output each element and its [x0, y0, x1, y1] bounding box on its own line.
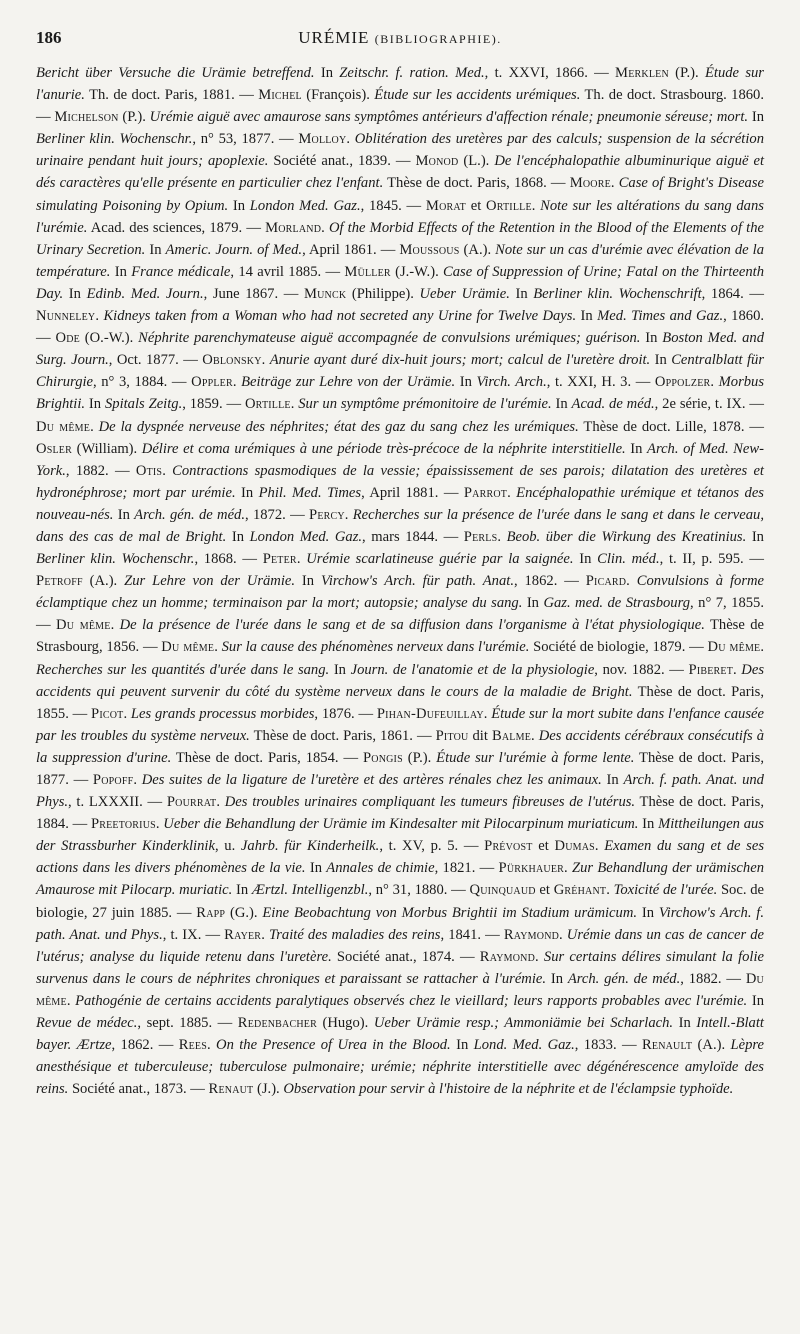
title-run: Edinb. Med. Journ. [86, 285, 204, 302]
text-run: In [232, 882, 252, 899]
text-run: Thèse de doct. Paris, 1877. — [36, 749, 765, 788]
author-name: Oppler [191, 374, 233, 391]
title-run: Traité des maladies des reins [268, 926, 441, 943]
text-run: . [214, 639, 222, 656]
text-run: In [601, 772, 624, 788]
author-name: Raymond [503, 926, 560, 943]
page-number: 186 [36, 28, 62, 47]
title-run: De la dyspnée nerveuse des néphrites; état des gaz du sang chez les urémiques. [98, 418, 579, 435]
title-run: Virch. Arch. [476, 374, 547, 391]
text-run: (William). [72, 440, 142, 457]
title-run: Des accidents cérébraux consécutifs à la suppression d'urine. [36, 727, 765, 766]
text-run: Thèse de doct. Paris, 1855. — [36, 683, 765, 722]
text-run: . [207, 1037, 217, 1054]
author-name: Merklen [615, 65, 669, 81]
text-run: . [162, 462, 173, 479]
text-run: , 1868. — [194, 551, 263, 568]
text-run: . [90, 418, 99, 435]
text-run: . [261, 352, 270, 369]
title-run: Note sur les altérations du sang dans l'urémie. [36, 197, 764, 236]
text-run: (J.-W.). [390, 263, 444, 280]
title-run: Sur certains délires simulant la folie survenus dans le cours de néphrites chroniques et paraissant se rattacher à l'urémie. [36, 948, 765, 987]
author-name: Du même [56, 617, 111, 634]
title-run: Zur Lehre von der Urämie. [124, 573, 296, 590]
title-run: On the Presence of Urea in the Blood. [216, 1037, 451, 1054]
title-run: Spitals Zeitg. [104, 396, 183, 413]
title-run: Of the Morbid Effects of the Retention in the Blood of the Elements of the Urinary Secretion. [36, 219, 765, 258]
title-run: Encéphalopathie urémique et tétanos des nouveau-nés. [36, 484, 764, 523]
text-run: (A.). [692, 1037, 731, 1054]
text-run: , n° 3, 1884. — [93, 374, 192, 391]
text-run: (François). [301, 87, 375, 104]
text-run: , April 1881. — [361, 484, 464, 501]
text-run: , 14 avril 1885. — [230, 263, 345, 280]
text-run: Société anat., 1839. — [268, 153, 416, 170]
title-run: Journ. de l'anatomie et de la physiologie [350, 661, 595, 678]
text-run: Acad. des sciences, 1879. — [87, 219, 266, 236]
text-run: , April 1861. — [302, 241, 400, 258]
text-run: In [450, 1037, 474, 1054]
title-run: Urémie aiguë avec amaurose sans symptômes antérieurs d'affection rénale; pneumonie séreuse; mort. [149, 109, 749, 126]
title-run: Urémie scarlatineuse guérie par la saignée. [306, 551, 574, 568]
author-name: Du même [36, 970, 764, 1009]
title-run: London Med. Gaz. [249, 528, 363, 545]
author-name: Molloy [298, 131, 347, 148]
author-name: Pongis [362, 749, 403, 766]
title-run: Virchow's Arch. f. path. Anat. und Phys. [36, 904, 764, 943]
title-run: Mittheilungen aus der Strassburher Kinderklinik [36, 816, 764, 855]
title-run: Des accidents qui peuvent survenir du côté du système nerveux dans le cours de la maladie de Bright. [36, 661, 764, 700]
text-run: (L.). [458, 153, 495, 170]
text-run: et [465, 197, 486, 214]
author-name: Du même [161, 639, 215, 656]
text-run: In [637, 904, 659, 921]
author-name: Pürkhauer [498, 860, 565, 877]
text-run: , u. [214, 838, 241, 855]
title-run: Zur Behandlung der urämischen Amaurose mit Pilocarp. muriatic. [36, 860, 764, 899]
author-name: Osler [36, 440, 72, 457]
title-run: De la présence de l'urée dans le sang et de sa diffusion dans l'organisme à l'état physiologique. [119, 617, 705, 634]
text-run: , 1862. — [513, 573, 586, 590]
title-run: Recherches sur les quantités d'urée dans le sang. [36, 661, 330, 678]
author-name: Redenbacher [237, 1015, 317, 1032]
text-run: In [145, 241, 166, 258]
text-run: . [296, 551, 307, 568]
author-name: Rapp [196, 904, 226, 921]
title-run: Americ. Journ. of Med. [165, 241, 303, 258]
title-run: Étude sur l'urémie à forme lente. [436, 749, 635, 766]
text-run: (G.). [225, 904, 263, 921]
title-run: Étude sur la mort subite dans l'enfance causée par les troubles du système nerveux. [36, 705, 764, 744]
text-run: , t. XV, p. 5. — [379, 838, 485, 855]
title-run: Les grands processus morbides [130, 705, 315, 722]
text-run: . [155, 816, 164, 833]
text-run: , 1841. — [440, 926, 504, 943]
text-run: Société anat., 1873. — [68, 1081, 209, 1098]
text-run: (O.-W.). [79, 330, 139, 347]
text-run: In [85, 396, 105, 413]
text-run: . [507, 484, 517, 501]
text-run: . [594, 838, 605, 855]
title-run: Contractions spasmodiques de la vessie; épaississement de ses parois; dilatation des uretères et hydronéphrose; mort par urémie. [36, 462, 764, 501]
text-run: In [673, 1015, 697, 1032]
text-run: , 1821. — [434, 860, 499, 877]
text-run: . [123, 705, 131, 722]
bibliography-text [36, 62, 764, 1100]
text-run: , mars 1844. — [362, 528, 464, 545]
text-run: . [133, 772, 142, 788]
text-run: . [232, 374, 242, 391]
text-run: Thèse de doct. Paris, 1861. — [249, 727, 436, 744]
author-name: Michel [258, 87, 302, 104]
text-run: Société de biologie, 1879. — [529, 639, 708, 656]
author-name: Oblonsky [202, 352, 262, 369]
text-run: , n° 31, 1880. — [368, 882, 470, 899]
author-name: Renault [641, 1037, 693, 1054]
text-run: , 1872. — [245, 506, 309, 523]
title-run: Acad. de méd. [571, 396, 655, 413]
author-name: Preetorius [90, 816, 156, 833]
title-run: Note sur un cas d'urémie avec élévation de la température. [36, 241, 765, 280]
text-run: , n° 53, 1877. — [192, 131, 299, 148]
text-run: Soc. de biologie, 27 juin 1885. — [36, 882, 764, 921]
text-run: , t. II, p. 595. — [659, 551, 765, 568]
author-name: Prévost [484, 838, 533, 855]
text-run: In [113, 506, 135, 523]
text-run: . [497, 528, 507, 545]
author-name: Raymond [479, 948, 536, 965]
text-run: . [110, 617, 120, 634]
title-run: De l'encéphalopathie albuminurique aiguë et dés caractères qu'elle présente en particulier chez l'enfant. [36, 153, 764, 192]
author-name: Pitou [435, 727, 469, 744]
author-name: Otis [135, 462, 163, 479]
author-name: Moussous [399, 241, 460, 258]
text-run: . [531, 197, 541, 214]
text-run: In [747, 992, 765, 1009]
text-run: , 2e série, t. IX. — [654, 396, 764, 413]
author-name: Pihan-Dufeuillay [376, 705, 484, 722]
text-run: (A.). [82, 573, 125, 590]
text-run: In [546, 970, 568, 987]
text-run: , Oct. 1877. — [108, 352, 203, 369]
title-run: Étude sur les accidents urémiques. [374, 87, 581, 104]
text-run: Thèse de Strasbourg, 1856. — [36, 617, 764, 656]
author-name: Michelson [54, 109, 119, 126]
text-run: . [66, 992, 76, 1009]
text-run: . [344, 506, 353, 523]
author-name: Picard [585, 573, 627, 590]
text-run: In [625, 440, 648, 457]
text-run: (P.). [402, 749, 437, 766]
author-name: Du même [707, 639, 761, 656]
text-run: In [228, 197, 250, 214]
text-run: , 1833. — [574, 1037, 642, 1054]
text-run: . [290, 396, 299, 413]
text-run: et [535, 882, 554, 899]
title-run: Recherches sur la présence de l'urée dans le sang et dans le cerveau, dans des cas de mal de Bright. [36, 506, 764, 545]
title-run: London Med. Gaz. [249, 197, 361, 214]
title-run: Urémie dans un cas de cancer de l'utérus; analyse du liquide retenu dans l'uretère. [36, 926, 765, 965]
text-run: (Hugo). [316, 1015, 374, 1032]
author-name: Quinquaud [469, 882, 536, 899]
text-run: In [226, 528, 250, 545]
author-name: Petroff [36, 573, 83, 590]
author-name: Müller [344, 263, 391, 280]
text-run: , 1845. — [360, 197, 426, 214]
text-run: In [63, 285, 87, 302]
title-run: Des suites de la ligature de l'uretère et des artères rénales chez les animaux. [141, 772, 602, 788]
author-name: Munck [303, 285, 347, 302]
text-run: dit [468, 727, 492, 744]
title-run: Berliner klin. Wochenschr. [36, 551, 195, 568]
author-name: Gréhant [553, 882, 607, 899]
text-run: In [509, 285, 534, 302]
title-run: Gaz. med. de Strasbourg [543, 595, 691, 612]
text-run: Société anat., 1874. — [331, 948, 480, 965]
title-run: Morbus Brightii. [36, 374, 765, 413]
title-run: Étude sur l'anurie. [36, 65, 764, 104]
text-run: In [305, 860, 327, 877]
text-run: , nov. 1882. — [594, 661, 689, 678]
text-run: In [650, 352, 672, 369]
title-run: Convulsions à forme éclamptique chez un homme; terminaison par la mort; autopsie; analyse du sang. [36, 573, 765, 612]
text-run: In [748, 109, 764, 126]
author-name: Perls [463, 528, 498, 545]
title-run: Intell.-Blatt bayer. Ærtze [36, 1015, 764, 1054]
title-run: Néphrite parenchymateuse aiguë accompagnée de convulsions urémiques; guérison. [138, 330, 641, 347]
title-run: France médicale [131, 263, 231, 280]
title-run: Centralblatt für Chirurgie [36, 352, 765, 391]
text-run: . [626, 573, 637, 590]
text-run: Thèse de doct. Paris, 1854. — [171, 749, 363, 766]
text-run: et [532, 838, 555, 855]
text-run: In [329, 661, 351, 678]
author-name: Nunneley [36, 308, 96, 325]
author-name: Morat [425, 197, 466, 214]
title-run: Oblitération des uretères par des calculs; suspension de la sécrétion urinaire pendant huit jours; apoplexie. [36, 131, 764, 170]
author-name: Oppolzer [654, 374, 711, 391]
text-run: . [733, 661, 742, 678]
text-run: . [535, 948, 544, 965]
running-head-subtitle: (BIBLIOGRAPHIE). [374, 32, 502, 46]
text-run: In [573, 551, 598, 568]
title-run: Eine Beobachtung von Morbus Brightii im Stadium urämicum. [262, 904, 638, 921]
title-run: Pathogénie de certains accidents paralytiques observés chez le vieillard; leurs rapports probables avec l'urémie. [75, 992, 748, 1009]
text-run: . [606, 882, 614, 899]
title-run: Case of Bright's Disease simulating Poisoning by Opium. [36, 175, 764, 214]
title-run: Toxicité de l'urée. [613, 882, 718, 899]
title-run: Berliner klin. Wochenschrift [533, 285, 702, 302]
text-run: , 1860. — [36, 308, 765, 347]
title-run: Ueber die Behandlung der Urämie im Kindesalter mit Pilocarpinum muriaticum. [163, 816, 639, 833]
text-run: , n° 7, 1855. — [36, 595, 764, 634]
author-name: Piberet [688, 661, 734, 678]
author-name: Popoff [92, 772, 134, 788]
title-run: Examen du sang et de ses actions dans les divers phénomènes de la vie. [36, 838, 764, 877]
text-run: . [760, 639, 765, 656]
text-run: (A.). [459, 241, 496, 258]
title-run: Berliner klin. Wochenschr. [36, 131, 193, 148]
text-run: (P.). [118, 109, 150, 126]
text-run: In [295, 573, 321, 590]
text-run: , 1882. — [680, 970, 746, 987]
text-run: , June 1867. — [203, 285, 304, 302]
text-run: In [640, 330, 663, 347]
text-run: Thèse de doct. Paris, 1868. — [383, 175, 570, 192]
title-run: Lond. Med. Gaz. [473, 1037, 575, 1054]
author-name: Morland [265, 219, 322, 236]
text-run: In [235, 484, 259, 501]
text-run: Thèse de doct. Lille, 1878. — [578, 418, 764, 435]
title-run: Sur un symptôme prémonitoire de l'urémie. [298, 396, 552, 413]
title-run: Ærtzl. Intelligenzbl. [251, 882, 369, 899]
author-name: Percy [309, 506, 345, 523]
title-run: Kidneys taken from a Woman who had not secreted any Urine for Twelve Days. [103, 308, 577, 325]
text-run: , 1864. — [701, 285, 764, 302]
text-run: In [638, 816, 659, 833]
title-run: Beiträge zur Lehre von der Urämie. [241, 374, 456, 391]
text-run: (J.). [253, 1081, 284, 1098]
title-run: Délire et coma urémiques à une période très-précoce de la néphrite interstitielle. [141, 440, 626, 457]
text-run: . [321, 219, 329, 236]
title-run: Med. Times and Gaz. [597, 308, 724, 325]
title-run: Des troubles urinaires compliquant les tumeurs fibreuses de l'utérus. [224, 794, 636, 811]
author-name: Dumas [554, 838, 595, 855]
title-run: Case of Suppression of Urine; Fatal on the Thirteenth Day. [36, 263, 764, 302]
title-run: Arch. gén. de méd. [134, 506, 246, 523]
text-run: (P.). [668, 65, 705, 81]
text-run: , 1882. — [65, 462, 136, 479]
author-name: Ortille [485, 197, 532, 214]
title-run: Arch. f. path. Anat. und Phys. [36, 772, 764, 811]
text-run: . [216, 794, 225, 811]
text-run: In [522, 595, 544, 612]
text-run: . [95, 308, 104, 325]
title-run: Ueber Urämie resp.; Ammoniämie bei Scharlach. [373, 1015, 674, 1032]
author-name: Ode [55, 330, 80, 347]
author-name: Balme [491, 727, 532, 744]
title-run: Annales de chimie [326, 860, 435, 877]
title-run: Boston Med. and Surg. Journ. [36, 330, 764, 369]
text-run: . [564, 860, 572, 877]
text-run: . [710, 374, 719, 391]
text-run: . [261, 926, 269, 943]
author-name: Monod [415, 153, 459, 170]
title-run: Arch. gén. de méd. [567, 970, 681, 987]
text-run: In [576, 308, 598, 325]
text-run: , sept. 1885. — [137, 1015, 238, 1032]
text-run: In [314, 65, 340, 81]
text-run: (Philippe). [346, 285, 420, 302]
text-run: . [346, 131, 355, 148]
text-run: . [483, 705, 492, 722]
title-run: Jahrb. für Kinderheilk. [240, 838, 380, 855]
title-run: Zeitschr. f. ration. Med. [339, 65, 485, 81]
title-run: Clin. méd. [597, 551, 660, 568]
text-run: , t. IX. — [162, 926, 225, 943]
text-run: , t. XXVI, 1866. — [484, 65, 616, 81]
author-name: Rayer [224, 926, 262, 943]
author-name: Parrot [463, 484, 508, 501]
running-head [36, 28, 764, 48]
title-run: Virchow's Arch. für path. Anat. [320, 573, 514, 590]
text-run: , 1859. — [182, 396, 245, 413]
text-run: Th. de doct. Strasbourg. 1860. — [36, 87, 765, 126]
title-run: Ueber Urämie. [419, 285, 510, 302]
author-name: Renaut [208, 1081, 254, 1098]
text-run: Thèse de doct. Paris, 1884. — [36, 794, 764, 833]
page-header [36, 28, 764, 52]
text-run: Th. de doct. Paris, 1881. — [84, 87, 259, 104]
title-run: Anurie ayant duré dix-huit jours; mort; calcul de l'uretère droit. [269, 352, 651, 369]
title-run: Observation pour servir à l'histoire de la néphrite et de l'éclampsie typhoïde. [283, 1081, 734, 1098]
text-run: , t. LXXXII. — [68, 794, 167, 811]
title-run: Sur la cause des phénomènes nerveux dans l'urémie. [221, 639, 530, 656]
text-run: , t. XXI, H. 3. — [546, 374, 655, 391]
title-run: Arch. of Med. New-York. [36, 440, 764, 479]
text-run: In [551, 396, 572, 413]
title-run: Beob. über die Wirkung des Kreatinius. [506, 528, 747, 545]
text-run: . [531, 727, 539, 744]
running-head-title: URÉMIE [298, 28, 370, 47]
text-run: In [455, 374, 477, 391]
author-name: Ortille [244, 396, 291, 413]
text-run: In [110, 263, 132, 280]
text-run: . [610, 175, 619, 192]
title-run: Lèpre anesthésique et tuberculeuse; tuberculose pulmonaire; urémie; néphrite interstitielle avec dégénérescence amyloïde des reins. [36, 1037, 764, 1098]
author-name: Pourrat [166, 794, 217, 811]
author-name: Rees [178, 1037, 207, 1054]
author-name: Du même [36, 418, 91, 435]
title-run: Bericht über Versuche die Urämie betreffend. [36, 65, 315, 81]
author-name: Peter [262, 551, 297, 568]
title-run: Phil. Med. Times [258, 484, 362, 501]
text-run: , 1862. — [111, 1037, 179, 1054]
text-run: . [559, 926, 567, 943]
text-run: In [746, 528, 764, 545]
title-run: Revue de médec. [36, 1015, 138, 1032]
text-run: , 1876. — [314, 705, 377, 722]
author-name: Moore [569, 175, 611, 192]
author-name: Picot [91, 705, 124, 722]
